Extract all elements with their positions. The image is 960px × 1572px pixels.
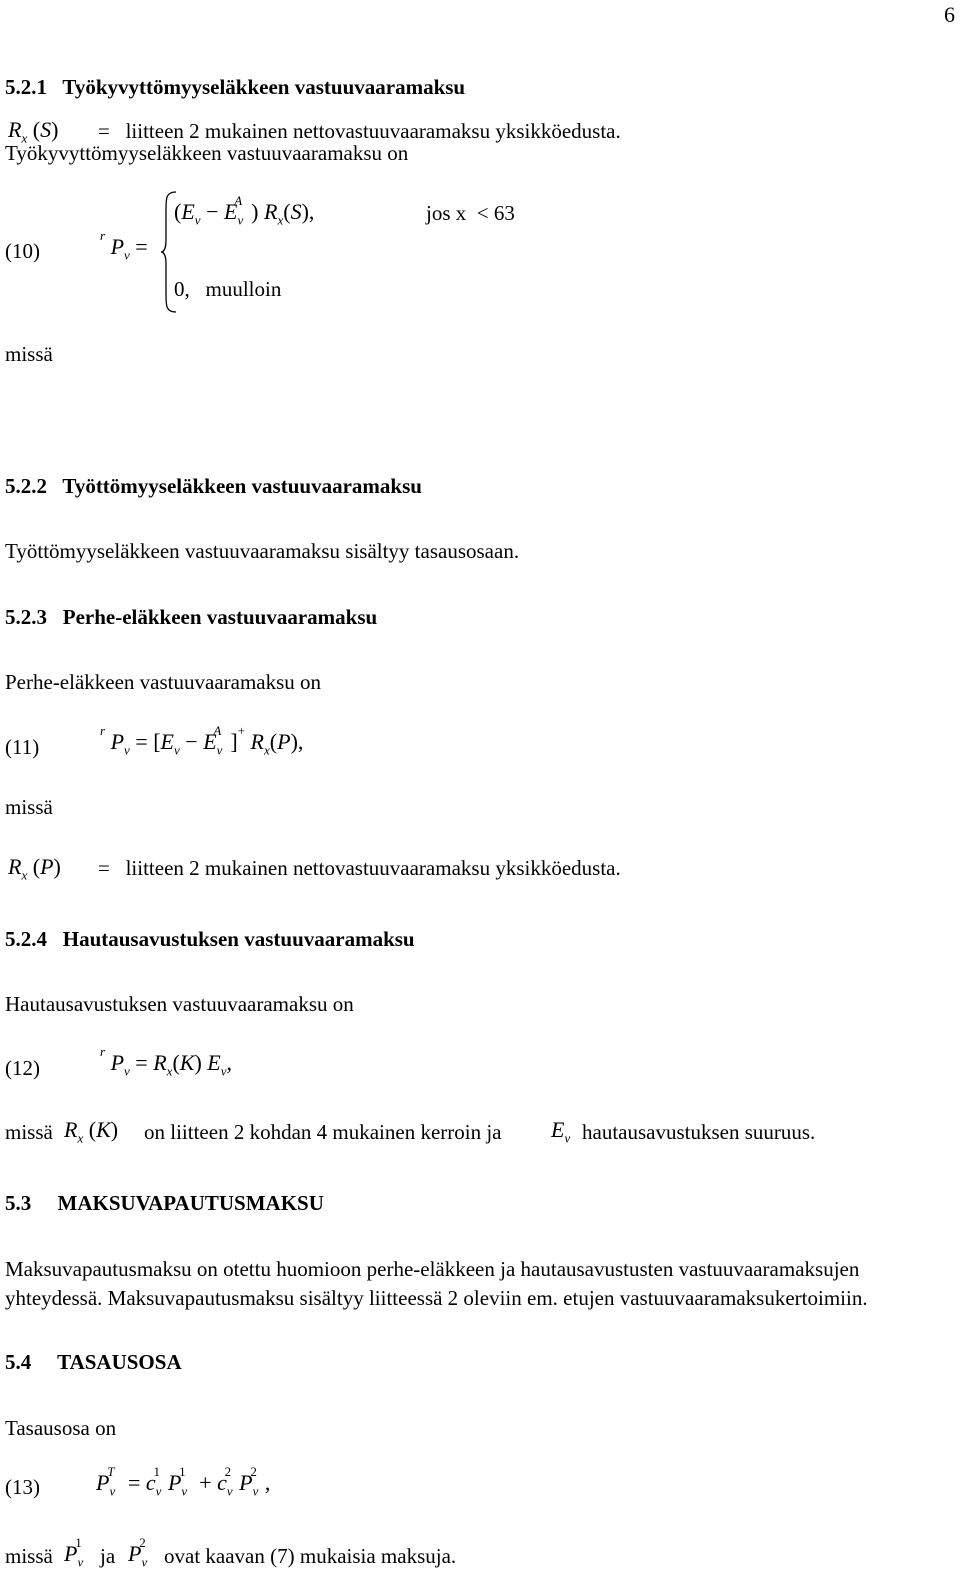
def-ev-symbol: $E_v$ [551, 1117, 571, 1146]
missa-label-13: missä [5, 1544, 53, 1568]
eq12-formula: $^r$ $P_v = R_x(K)$ $E_v$, [100, 1044, 233, 1079]
intro-5-2-3: Perhe-eläkkeen vastuuvaaramaksu on [5, 670, 322, 694]
def-p2-symbol: $P_v^2$ [128, 1534, 148, 1570]
def-rx-s-symbol: $R_x$ (S) [8, 117, 59, 146]
equation-number-10: (10) [5, 239, 40, 263]
missa-label-11: missä [5, 795, 53, 819]
eq10-case1: ($E_v - E_v^A$ ) $R_x(S)$, [174, 192, 315, 228]
equation-number-11: (11) [5, 735, 40, 759]
intro-5-4: Tasausosa on [5, 1416, 117, 1440]
text-5-3-line2: yhteydessä. Maksuvapautusmaksu sisältyy liitteessä 2 oleviin em. etujen vastuuvaaramaksukertoimiin. [5, 1286, 868, 1310]
eq11-formula: $^r$ $P_v = [E_v - E_v^A$ ]+ $R_x(P)$, [100, 722, 304, 758]
page-number: 6 [944, 2, 955, 27]
eq10-case1-condition: jos x < 63 [426, 201, 515, 225]
intro-5-2-1: Työkyvyttömyyseläkkeen vastuuvaaramaksu on [5, 141, 409, 165]
def-p1-symbol: $P_v^1$ [64, 1534, 84, 1570]
def-rx-p-symbol: $R_x$ (P) [8, 854, 61, 883]
def-ev-text: hautausavustuksen suuruus. [582, 1120, 816, 1144]
heading-5-2-1: 5.2.1 Työkyvyttömyyseläkkeen vastuuvaaramaksu [5, 75, 466, 99]
def-rx-s-text: = liitteen 2 mukainen nettovastuuvaaramaksu yksikköedusta. [98, 119, 621, 143]
def-rx-k-text: on liitteen 2 kohdan 4 mukainen kerroin ja [144, 1120, 502, 1144]
eq10-lhs: $^r$ $P_v$ = [100, 228, 148, 263]
def-rx-p-text: = liitteen 2 mukainen nettovastuuvaaramaksu yksikköedusta. [98, 856, 621, 880]
heading-5-3: 5.3 MAKSUVAPAUTUSMAKSU [5, 1191, 324, 1215]
def-rx-k-symbol: $R_x$ (K) [64, 1117, 119, 1146]
missa-label: missä [5, 342, 53, 366]
heading-5-2-4: 5.2.4 Hautausavustuksen vastuuvaaramaksu [5, 927, 415, 951]
heading-5-4: 5.4 TASAUSOSA [5, 1350, 182, 1374]
missa-label-12: missä [5, 1120, 53, 1144]
text-5-2-2: Työttömyyseläkkeen vastuuvaaramaksu sisältyy tasausosaan. [5, 539, 520, 563]
equation-number-12: (12) [5, 1056, 40, 1080]
def-p-text: ovat kaavan (7) mukaisia maksuja. [164, 1544, 457, 1568]
text-5-3-line1: Maksuvapautusmaksu on otettu huomioon perhe-eläkkeen ja hautausavustusten vastuuvaaramaksujen [5, 1257, 860, 1281]
def-ja: ja [100, 1544, 116, 1568]
eq13-formula: $P_v^T = c_v^1$ $P_v^1 + c_v^2$ $P_v^2$ , [96, 1463, 271, 1499]
eq10-case2: 0, muulloin [174, 277, 282, 301]
heading-5-2-2: 5.2.2 Työttömyyseläkkeen vastuuvaaramaksu [5, 474, 422, 498]
intro-5-2-4: Hautausavustuksen vastuuvaaramaksu on [5, 992, 354, 1016]
heading-5-2-3: 5.2.3 Perhe-eläkkeen vastuuvaaramaksu [5, 605, 378, 629]
equation-number-13: (13) [5, 1475, 40, 1499]
